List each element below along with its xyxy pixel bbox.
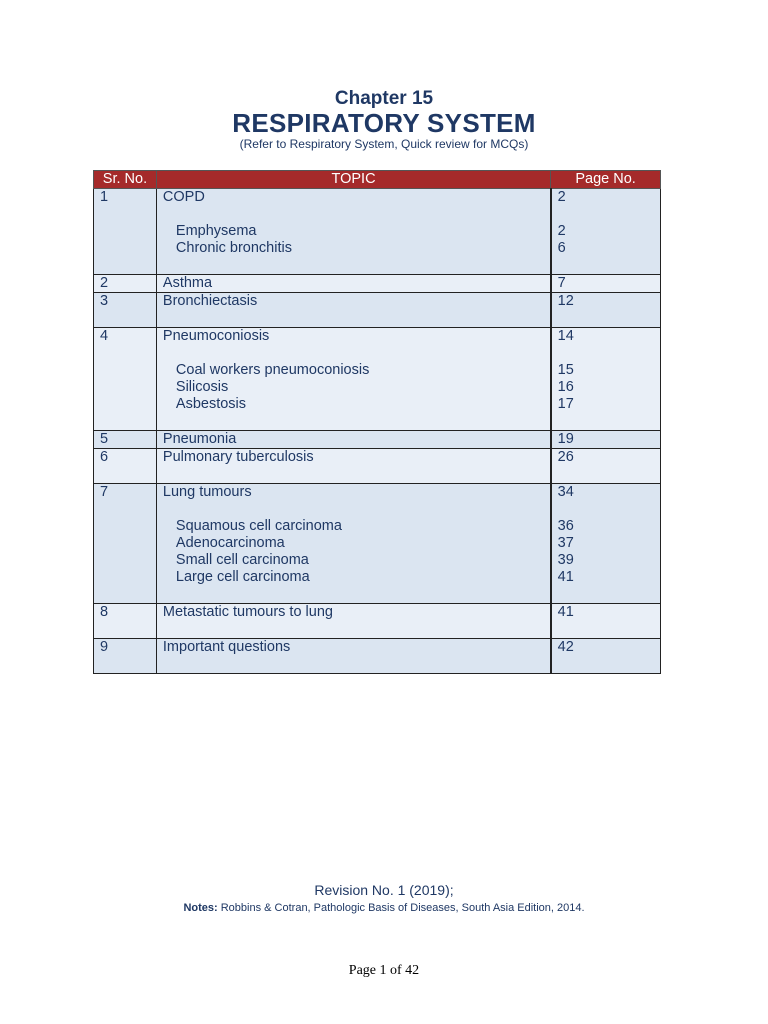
table-row xyxy=(94,275,661,293)
subtopic-label: Asbestosis xyxy=(175,396,247,412)
column-header-sr: Sr. No. xyxy=(94,171,157,189)
notes-text: Robbins & Cotran, Pathologic Basis of Diseases, South Asia Edition, 2014. xyxy=(220,902,585,914)
topic-cell xyxy=(156,431,550,449)
subtopic-page: 39 xyxy=(557,552,574,568)
notes-line xyxy=(0,902,768,914)
sr-no-cell: 6 xyxy=(94,449,157,484)
topic-label: Lung tumours xyxy=(162,484,252,500)
topic-label: Metastatic tumours to lung xyxy=(162,604,333,620)
topic-cell xyxy=(156,484,550,604)
page-label: 41 xyxy=(557,604,574,620)
sr-no-cell: 1 xyxy=(94,189,157,275)
table-row xyxy=(94,484,661,604)
subtopic-page: 6 xyxy=(557,240,566,256)
page-label: 7 xyxy=(557,275,566,291)
topic-cell xyxy=(156,189,550,275)
notes-label: Notes: xyxy=(183,902,218,914)
topic-label: COPD xyxy=(162,189,205,205)
page-cell xyxy=(551,449,661,484)
topic-cell xyxy=(156,293,550,328)
topic-cell xyxy=(156,275,550,293)
sr-no-cell: 8 xyxy=(94,604,157,639)
sr-no-cell: 9 xyxy=(94,639,157,674)
table-row xyxy=(94,604,661,639)
subtopic-page: 15 xyxy=(557,362,574,378)
subtopic-page: 2 xyxy=(557,223,566,239)
subtopic-label: Emphysema xyxy=(175,223,257,239)
revision-note: Revision No. 1 (2019); xyxy=(314,882,454,898)
table-row xyxy=(94,328,661,431)
topic-label: Important questions xyxy=(162,639,291,655)
page-cell xyxy=(551,189,661,275)
sr-no-cell: 4 xyxy=(94,328,157,431)
page-number: Page 1 of 42 xyxy=(348,963,420,978)
subtopic-label: Adenocarcinoma xyxy=(175,535,285,551)
topic-label: Bronchiectasis xyxy=(162,293,258,309)
topic-label: Pneumonia xyxy=(162,431,237,447)
page-cell xyxy=(551,328,661,431)
subtopic-page: 36 xyxy=(557,518,574,534)
page-cell xyxy=(551,639,661,674)
subtopic-page: 41 xyxy=(557,569,574,585)
page-cell xyxy=(551,275,661,293)
page-cell xyxy=(551,604,661,639)
subtopic-label: Squamous cell carcinoma xyxy=(175,518,342,534)
subtopic-page: 17 xyxy=(557,396,574,412)
column-header-topic: TOPIC xyxy=(156,171,550,189)
page-label: 26 xyxy=(557,449,574,465)
page-label: 12 xyxy=(557,293,574,309)
page-label: 14 xyxy=(557,328,574,344)
table-row xyxy=(94,449,661,484)
topic-cell xyxy=(156,449,550,484)
page-subtitle: (Refer to Respiratory System, Quick review for MCQs) xyxy=(239,137,529,151)
table-row xyxy=(94,431,661,449)
sr-no-cell: 5 xyxy=(94,431,157,449)
topic-label: Asthma xyxy=(162,275,213,291)
chapter-label: Chapter 15 xyxy=(334,88,434,109)
topic-label: Pneumoconiosis xyxy=(162,328,270,344)
subtopic-label: Chronic bronchitis xyxy=(175,240,292,256)
subtopic-label: Silicosis xyxy=(175,379,229,395)
topic-cell xyxy=(156,604,550,639)
table-row xyxy=(94,293,661,328)
subtopic-label: Large cell carcinoma xyxy=(175,569,310,585)
subtopic-label: Coal workers pneumoconiosis xyxy=(175,362,370,378)
table-header-row xyxy=(94,171,661,189)
table-row xyxy=(94,189,661,275)
page-cell xyxy=(551,431,661,449)
subtopic-label: Small cell carcinoma xyxy=(175,552,309,568)
page-label: 42 xyxy=(557,639,574,655)
sr-no-cell: 2 xyxy=(94,275,157,293)
page-label: 19 xyxy=(557,431,574,447)
page-cell xyxy=(551,293,661,328)
subtopic-page: 37 xyxy=(557,535,574,551)
page-label: 2 xyxy=(557,189,566,205)
page-title: RESPIRATORY SYSTEM xyxy=(232,108,536,138)
contents-table xyxy=(93,170,661,674)
table-row xyxy=(94,639,661,674)
column-header-page: Page No. xyxy=(551,171,661,189)
subtopic-page: 16 xyxy=(557,379,574,395)
page-label: 34 xyxy=(557,484,574,500)
page-cell xyxy=(551,484,661,604)
topic-cell xyxy=(156,639,550,674)
sr-no-cell: 3 xyxy=(94,293,157,328)
topic-label: Pulmonary tuberculosis xyxy=(162,449,314,465)
sr-no-cell: 7 xyxy=(94,484,157,604)
topic-cell xyxy=(156,328,550,431)
